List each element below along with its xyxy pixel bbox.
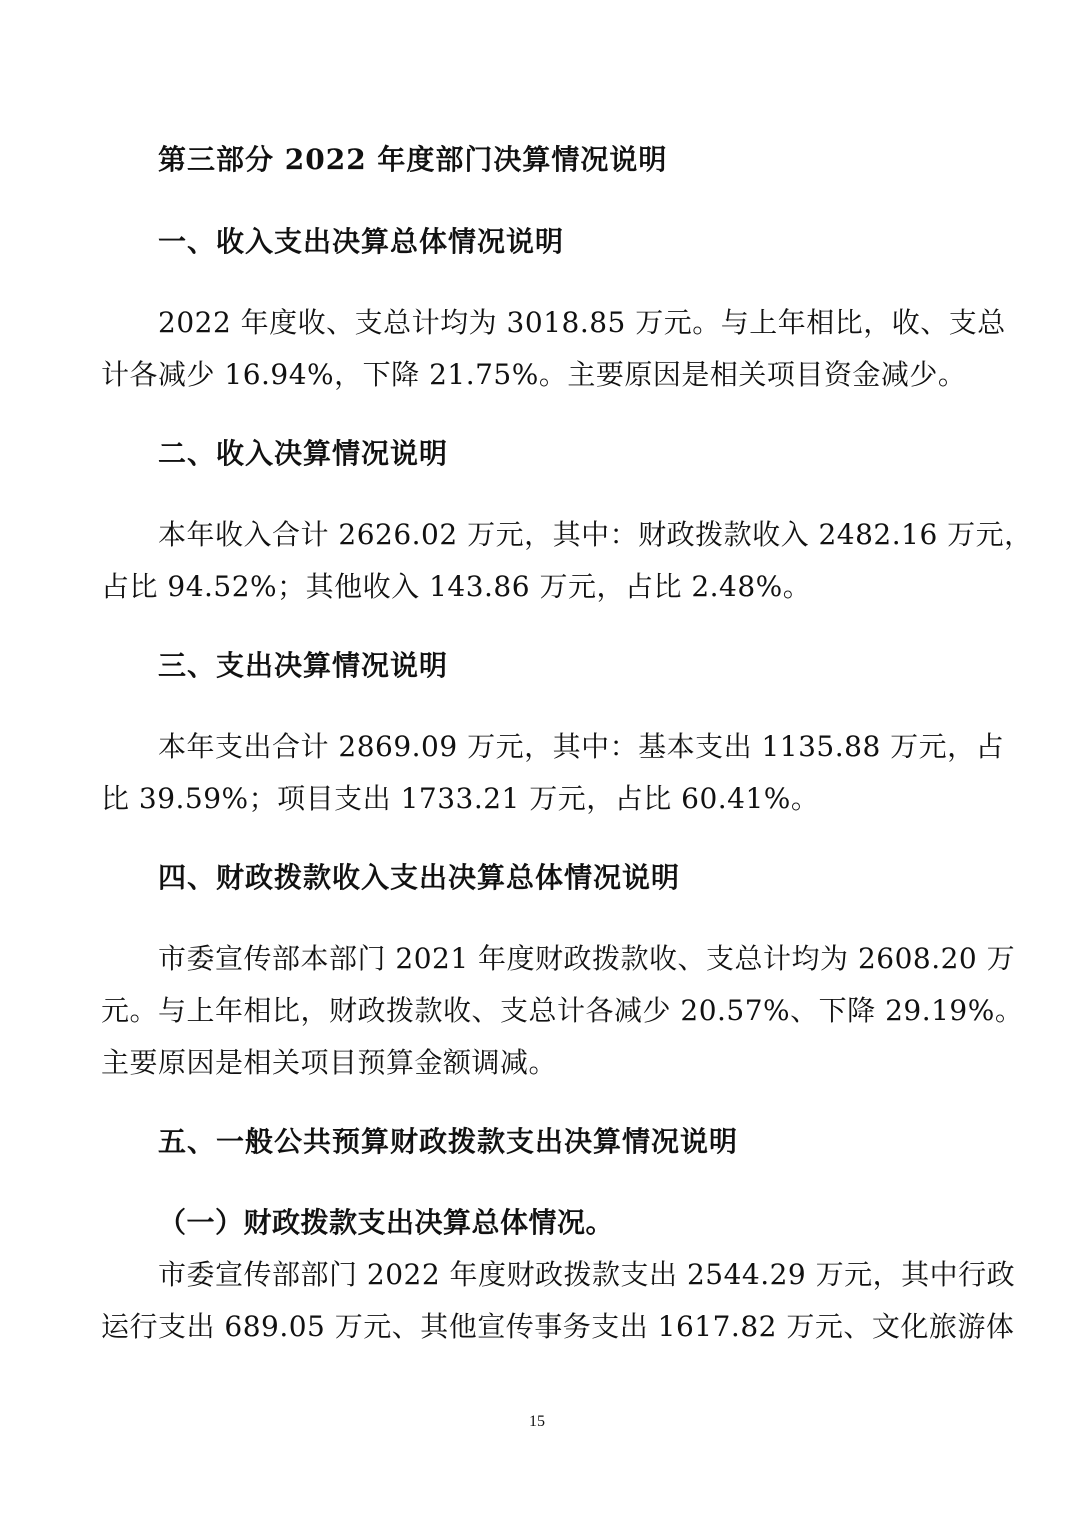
section-4-heading: 四、财政拨款收入支出决算总体情况说明 <box>158 861 681 894</box>
section-2-line-2: 占比 94.52%；其他收入 143.86 万元，占比 2.48%。 <box>101 570 812 603</box>
section-5-subheading: （一）财政拨款支出决算总体情况。 <box>158 1206 615 1239</box>
section-5-heading: 五、一般公共预算财政拨款支出决算情况说明 <box>158 1125 739 1158</box>
section-1-line-1: 2022 年度收、支总计均为 3018.85 万元。与上年相比，收、支总 <box>158 306 1006 339</box>
section-2-heading: 二、收入决算情况说明 <box>158 437 449 470</box>
section-3-line-1: 本年支出合计 2869.09 万元，其中：基本支出 1135.88 万元，占 <box>158 730 1005 763</box>
section-4-line-1: 市委宣传部本部门 2021 年度财政拨款收、支总计均为 2608.20 万 <box>158 942 1016 975</box>
section-4-line-2: 元。与上年相比，财政拨款收、支总计各减少 20.57%、下降 29.19%。 <box>101 994 1024 1027</box>
section-3-line-2: 比 39.59%；项目支出 1733.21 万元，占比 60.41%。 <box>101 782 820 815</box>
section-1-heading: 一、收入支出决算总体情况说明 <box>158 225 565 258</box>
section-2-line-1: 本年收入合计 2626.02 万元，其中：财政拨款收入 2482.16 万元， <box>158 518 1033 551</box>
section-5-line-1: 市委宣传部部门 2022 年度财政拨款支出 2544.29 万元，其中行政 <box>158 1258 1016 1291</box>
section-4-line-3: 主要原因是相关项目预算金额调减。 <box>101 1046 558 1079</box>
section-3-heading: 三、支出决算情况说明 <box>158 649 449 682</box>
page-number: 15 <box>529 1413 545 1430</box>
section-1-line-2: 计各减少 16.94%，下降 21.75%。主要原因是相关项目资金减少。 <box>101 358 967 391</box>
part-title: 第三部分 2022 年度部门决算情况说明 <box>158 143 668 176</box>
section-5-line-2: 运行支出 689.05 万元、其他宣传事务支出 1617.82 万元、文化旅游体 <box>101 1310 1015 1343</box>
